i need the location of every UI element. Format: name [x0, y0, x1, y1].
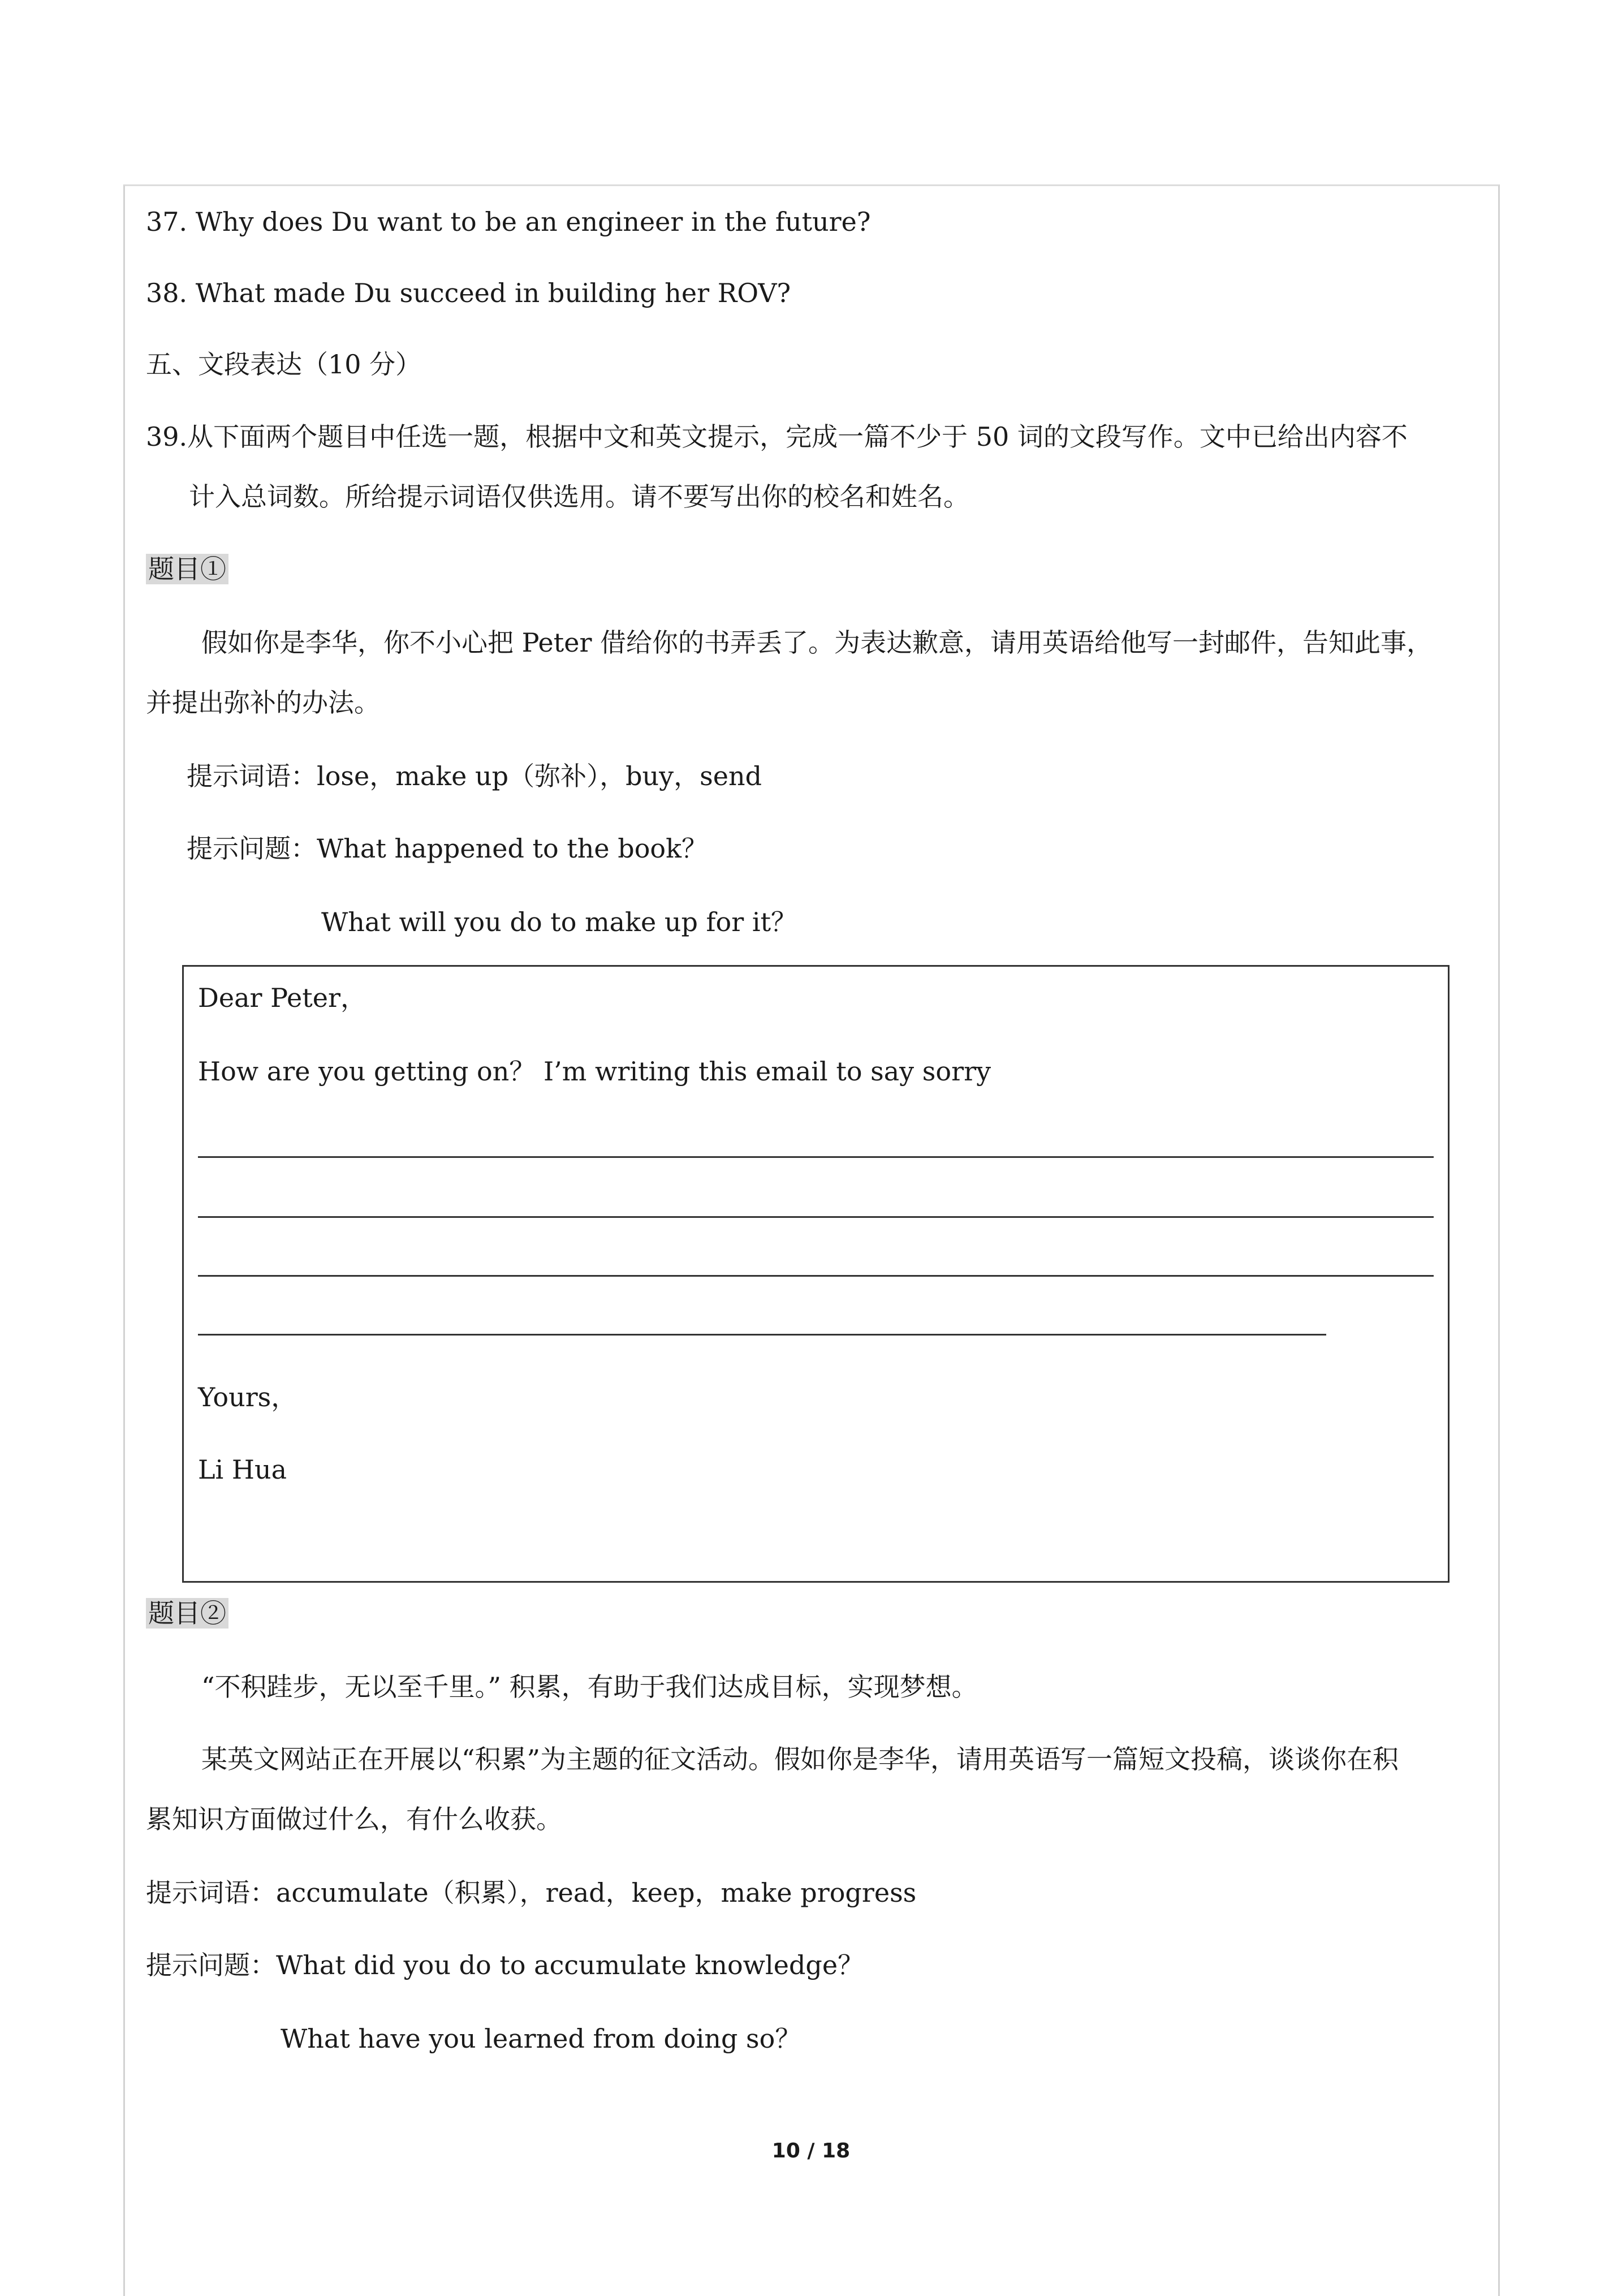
letter-greeting: Dear Peter，: [198, 983, 366, 1013]
question-39-instruction-line2: 计入总词数。所给提示词语仅供选用。请不要写出你的校名和姓名。: [189, 481, 969, 512]
topic2-tag: 题目②: [146, 1596, 228, 1630]
question-38: 38. What made Du succeed in building her ROV?: [146, 278, 791, 308]
letter-signature: Li Hua: [198, 1454, 287, 1485]
topic2-hint-question1: 提示问题：What did you do to accumulate knowledge？: [146, 1950, 864, 1980]
topic1-hint-words: 提示词语：lose，make up（弥补），buy，send: [187, 761, 762, 791]
question-37: 37. Why does Du want to be an engineer in the future?: [146, 206, 871, 237]
topic1-prompt-line2: 并提出弥补的办法。: [146, 687, 380, 718]
topic1-prompt-line1: 假如你是李华，你不小心把 Peter 借给你的书弄丢了。为表达歉意，请用英语给他写一封邮件，告知此事，: [201, 627, 1433, 658]
topic2-prompt-line1: 某英文网站正在开展以“积累”为主题的征文活动。假如你是李华，请用英语写一篇短文投稿，谈谈你在积: [201, 1744, 1399, 1774]
page-number: 10 / 18: [771, 2139, 851, 2163]
topic2-hint-words: 提示词语：accumulate（积累），read，keep，make progress: [146, 1877, 917, 1908]
topic2-prompt-line2: 累知识方面做过什么，有什么收获。: [146, 1804, 562, 1834]
topic1-hint-question1: 提示问题：What happened to the book？: [187, 833, 708, 864]
answer-line[interactable]: [198, 1156, 1434, 1158]
answer-line[interactable]: [198, 1334, 1326, 1336]
answer-line[interactable]: [198, 1216, 1434, 1218]
answer-line[interactable]: [198, 1275, 1434, 1277]
letter-closing: Yours，: [198, 1382, 297, 1412]
topic1-hint-question2: What will you do to make up for it？: [321, 907, 797, 937]
question-39-instruction-line1: 39.从下面两个题目中任选一题，根据中文和英文提示，完成一篇不少于 50 词的文段写作。文中已给出内容不: [146, 421, 1408, 452]
topic2-quote: “不积跬步，无以至千里。” 积累，有助于我们达成目标，实现梦想。: [201, 1672, 978, 1702]
section-heading: 五、文段表达（10 分）: [146, 349, 422, 380]
topic1-tag: 题目①: [146, 552, 228, 586]
letter-opening: How are you getting on？ I’m writing this email to say sorry: [198, 1056, 991, 1087]
topic2-hint-question2: What have you learned from doing so？: [281, 2023, 801, 2054]
